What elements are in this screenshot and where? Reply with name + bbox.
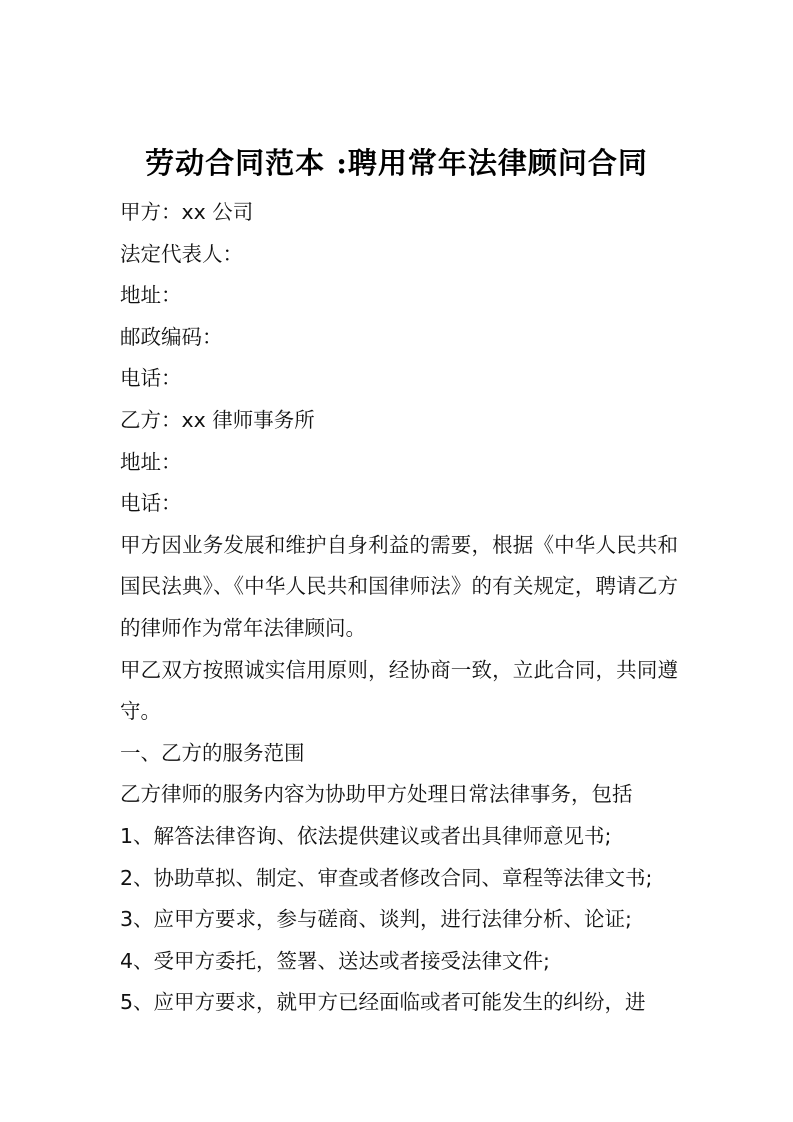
section-heading: 一、乙方的服务范围 xyxy=(120,740,305,765)
list-item: 3、应甲方要求，参与磋商、谈判，进行法律分析、论证; xyxy=(120,907,632,932)
party-b-address: 地址： xyxy=(120,449,182,474)
agreement-paragraph: 甲乙双方按照诚实信用原则，经协商一致，立此合同，共同遵守。 xyxy=(120,657,678,724)
list-item: 5、应甲方要求，就甲方已经面临或者可能发生的纠纷，进 xyxy=(120,990,646,1015)
party-a-name: 甲方：xx 公司 xyxy=(120,200,254,224)
list-item: 2、协助草拟、制定、审查或者修改合同、章程等法律文书; xyxy=(120,865,653,890)
party-a-phone: 电话： xyxy=(120,366,182,391)
party-a-postal-code: 邮政编码： xyxy=(120,324,223,349)
list-item: 1、解答法律咨询、依法提供建议或者出具律师意见书; xyxy=(120,823,612,848)
section-lead: 乙方律师的服务内容为协助甲方处理日常法律事务，包括 xyxy=(120,782,633,807)
party-b-name: 乙方：xx 律师事务所 xyxy=(120,407,315,432)
party-a-address: 地址： xyxy=(120,283,182,308)
party-a-legal-rep: 法定代表人： xyxy=(120,241,243,266)
document-title: 劳动合同范本 :聘用常年法律顾问合同 xyxy=(145,146,648,181)
intro-paragraph: 甲方因业务发展和维护自身利益的需要，根据《中华人民共和国民法典》、《中华人民共和国律师法》的有关规定，聘请乙方的律师作为常年法律顾问。 xyxy=(120,532,678,640)
document-body xyxy=(120,192,678,1024)
party-b-phone: 电话： xyxy=(120,491,182,516)
list-item: 4、受甲方委托，签署、送达或者接受法律文件; xyxy=(120,948,550,973)
